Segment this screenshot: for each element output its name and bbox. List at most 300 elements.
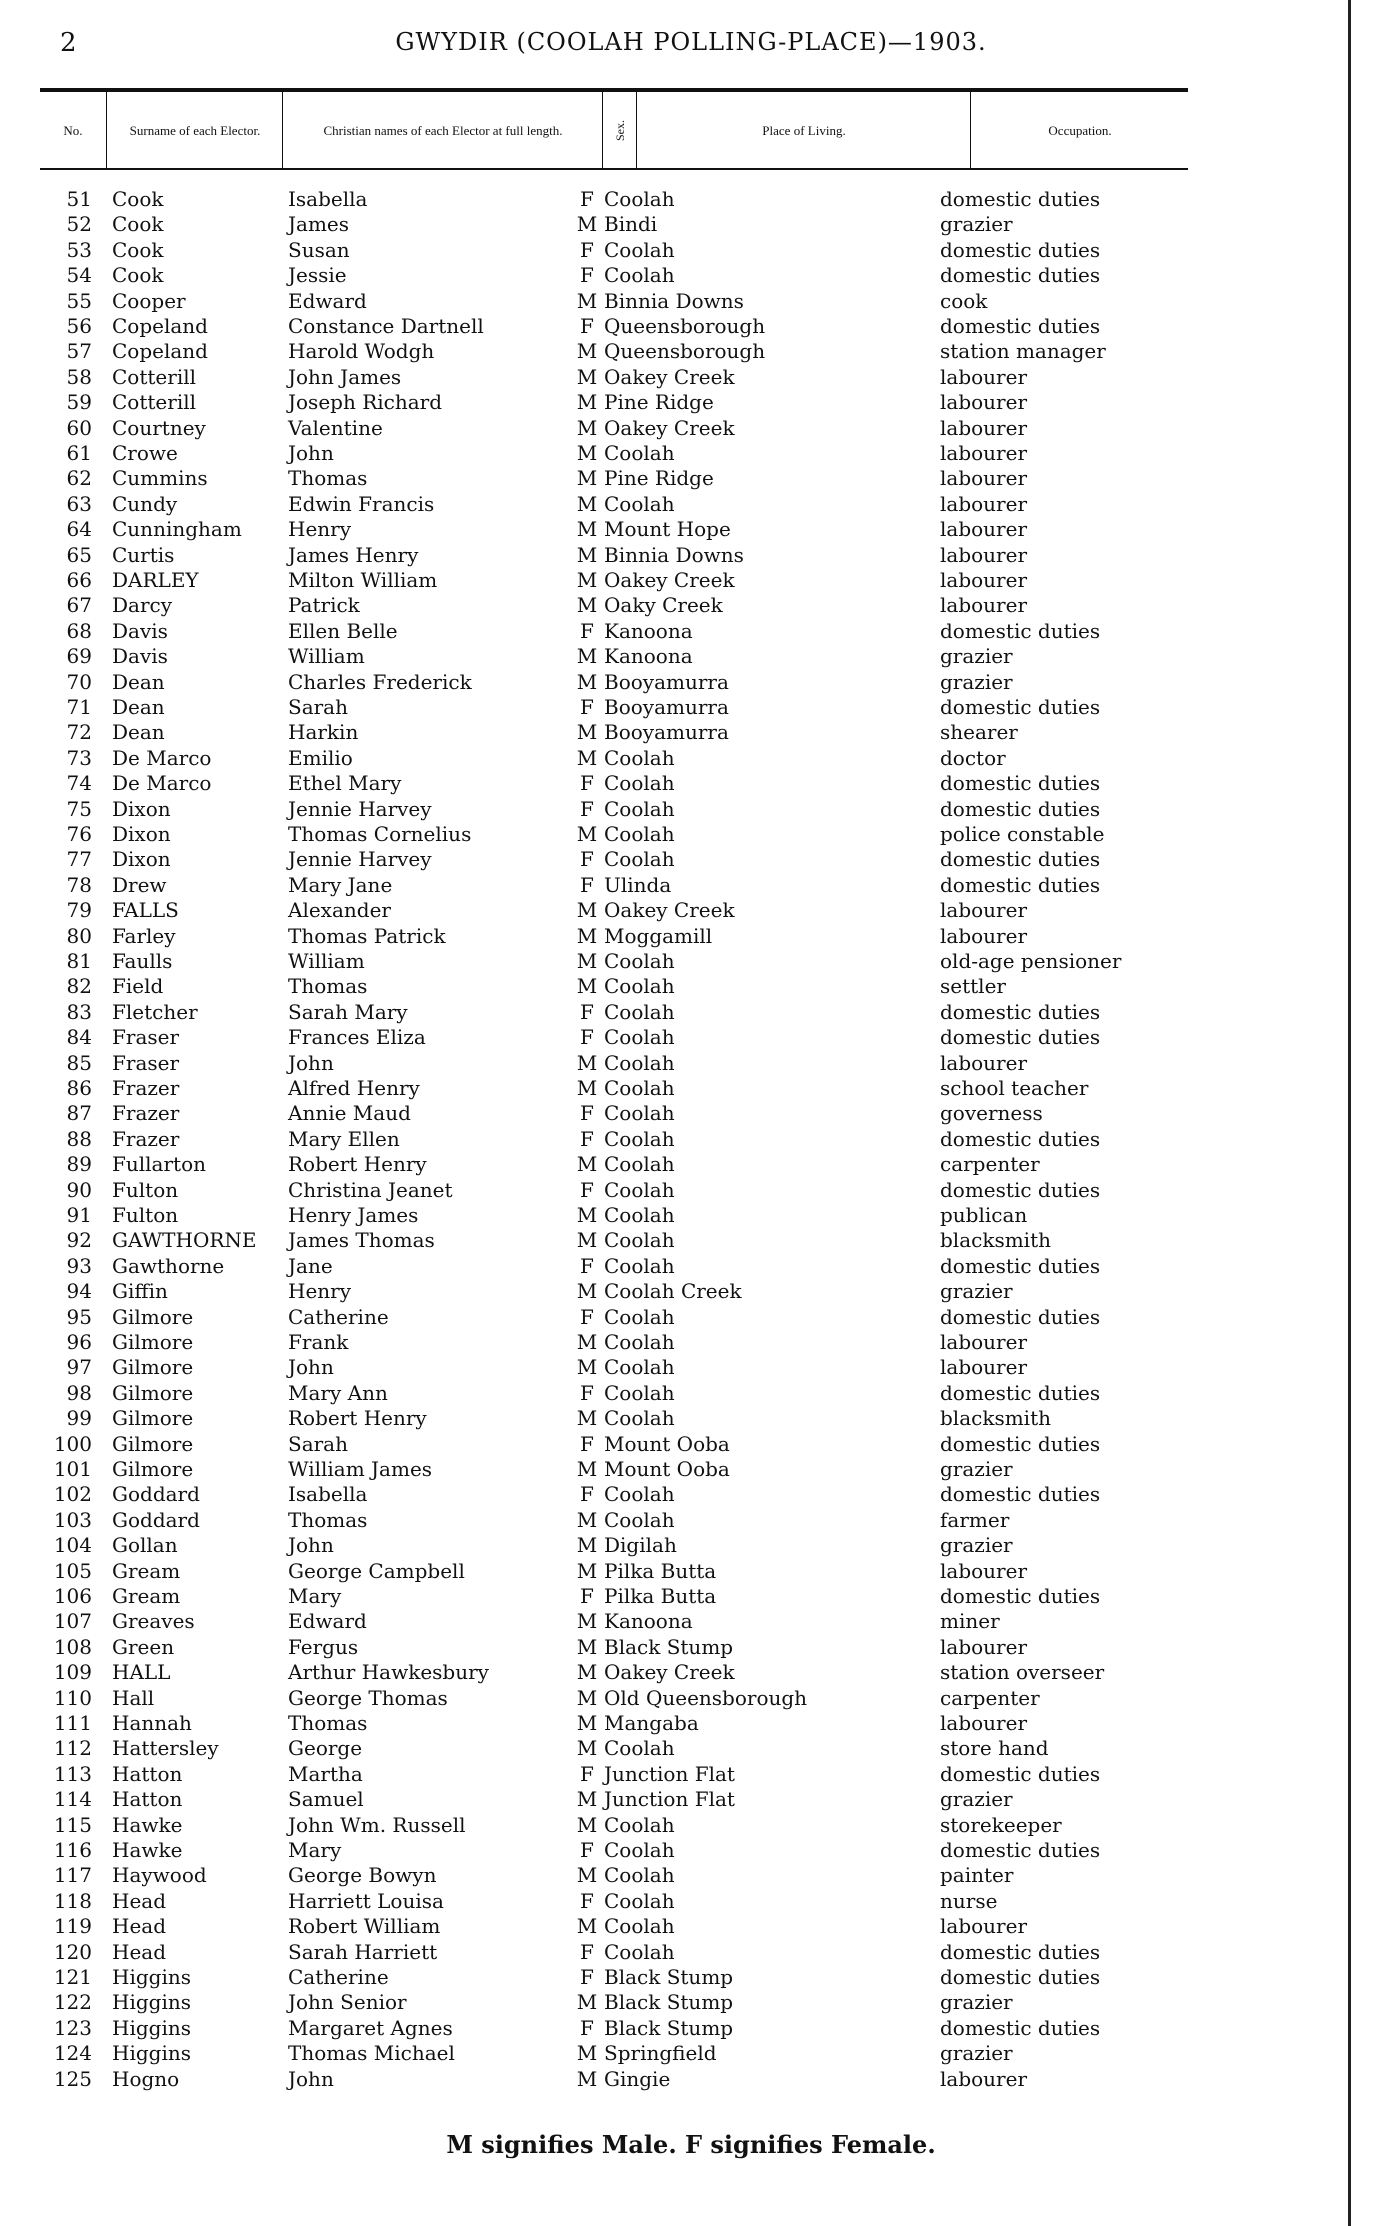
elector-christian-names: James	[288, 212, 350, 237]
elector-christian-names: Charles Frederick	[288, 669, 472, 694]
elector-place: Oakey Creek	[604, 1660, 735, 1685]
elector-occupation: domestic duties	[940, 1584, 1101, 1608]
elector-sex: M	[576, 1355, 598, 1380]
elector-surname: Curtis	[112, 542, 175, 567]
table-row	[0, 1787, 1382, 1812]
elector-christian-names: John	[288, 2066, 334, 2091]
elector-surname: Goddard	[112, 1482, 200, 1507]
table-row	[0, 1203, 1382, 1228]
elector-surname: Cundy	[112, 491, 178, 516]
elector-occupation: labourer	[940, 466, 1028, 491]
table-row	[0, 1076, 1382, 1101]
elector-number: 67	[66, 593, 92, 618]
elector-sex: M	[576, 745, 598, 770]
table-row	[0, 1813, 1382, 1838]
elector-occupation: labourer	[940, 923, 1028, 948]
elector-occupation: domestic duties	[940, 314, 1101, 338]
table-row	[0, 771, 1382, 796]
elector-sex: M	[576, 1609, 598, 1634]
elector-christian-names: Edward	[288, 288, 367, 313]
elector-surname: Gilmore	[112, 1304, 194, 1329]
table-row	[0, 873, 1382, 898]
elector-surname: Head	[112, 1914, 167, 1939]
elector-number: 124	[53, 2041, 92, 2066]
elector-surname: Field	[112, 974, 164, 999]
elector-surname: Hawke	[112, 1812, 183, 1837]
elector-number: 89	[66, 1152, 92, 1177]
elector-sex: M	[576, 1076, 598, 1100]
elector-surname: Gollan	[112, 1533, 178, 1558]
elector-occupation: domestic duties	[940, 618, 1101, 643]
elector-sex: F	[580, 1177, 594, 1202]
table-row	[0, 1432, 1382, 1457]
elector-christian-names: Mary Ellen	[288, 1126, 400, 1151]
elector-number: 61	[66, 441, 92, 465]
table-row	[0, 1457, 1382, 1482]
elector-surname: Gream	[112, 1558, 181, 1583]
elector-surname: Drew	[112, 872, 167, 897]
elector-occupation: old-age pensioner	[940, 949, 1122, 973]
elector-number: 83	[66, 999, 92, 1024]
elector-place: Oakey Creek	[604, 898, 735, 923]
elector-occupation: governess	[940, 1101, 1043, 1126]
elector-occupation: labourer	[940, 364, 1028, 389]
elector-occupation: domestic duties	[940, 847, 1101, 872]
elector-christian-names: George Campbell	[288, 1558, 465, 1583]
elector-occupation: carpenter	[940, 1152, 1040, 1177]
elector-place: Ulinda	[604, 872, 672, 897]
elector-place: Mount Ooba	[604, 1431, 730, 1456]
elector-occupation: labourer	[940, 441, 1028, 465]
table-row	[0, 1228, 1382, 1253]
elector-number: 78	[66, 872, 92, 897]
elector-occupation: labourer	[940, 1558, 1028, 1583]
elector-occupation: domestic duties	[940, 796, 1101, 821]
elector-christian-names: Sarah	[288, 695, 348, 719]
elector-sex: M	[576, 517, 598, 542]
elector-occupation: labourer	[940, 1711, 1028, 1735]
elector-place: Coolah	[604, 1253, 675, 1278]
elector-occupation: police constable	[940, 822, 1105, 846]
elector-occupation: settler	[940, 974, 1006, 999]
elector-christian-names: Christina Jeanet	[288, 1177, 453, 1202]
elector-number: 62	[66, 466, 92, 491]
table-row	[0, 1127, 1382, 1152]
elector-surname: Cotterill	[112, 364, 197, 389]
elector-surname: Cunningham	[112, 517, 242, 542]
elector-christian-names: Fergus	[288, 1634, 359, 1659]
elector-sex: F	[580, 1025, 594, 1050]
elector-christian-names: Thomas	[288, 466, 368, 491]
table-row	[0, 746, 1382, 771]
elector-place: Pine Ridge	[604, 390, 714, 415]
elector-sex: M	[576, 923, 598, 948]
elector-surname: Dean	[112, 669, 165, 694]
elector-surname: Dixon	[112, 847, 171, 872]
elector-place: Black Stump	[604, 2015, 734, 2040]
elector-number: 109	[53, 1660, 92, 1685]
elector-occupation: domestic duties	[940, 237, 1101, 262]
elector-sex: M	[576, 1660, 598, 1685]
elector-occupation: domestic duties	[940, 1304, 1101, 1329]
elector-surname: Dixon	[112, 796, 171, 821]
elector-sex: F	[580, 1838, 594, 1862]
elector-occupation: grazier	[940, 2041, 1013, 2066]
elector-christian-names: George Bowyn	[288, 1863, 437, 1888]
elector-sex: F	[580, 1126, 594, 1151]
elector-christian-names: Robert William	[288, 1914, 441, 1939]
elector-occupation: domestic duties	[940, 872, 1101, 897]
elector-occupation: grazier	[940, 1533, 1013, 1558]
elector-sex: M	[576, 822, 598, 846]
elector-surname: Hatton	[112, 1761, 183, 1786]
elector-sex: M	[576, 1406, 598, 1431]
elector-place: Coolah	[604, 1228, 675, 1253]
elector-sex: M	[576, 542, 598, 567]
elector-number: 117	[53, 1863, 92, 1888]
elector-occupation: domestic duties	[940, 187, 1101, 211]
elector-number: 116	[53, 1838, 92, 1862]
elector-place: Pine Ridge	[604, 466, 714, 491]
elector-sex: M	[576, 1812, 598, 1837]
elector-sex: F	[580, 872, 594, 897]
elector-surname: Haywood	[112, 1863, 207, 1888]
elector-sex: M	[576, 1279, 598, 1304]
elector-sex: M	[576, 415, 598, 440]
table-row	[0, 1584, 1382, 1609]
table-row	[0, 568, 1382, 593]
table-row	[0, 187, 1382, 212]
table-row	[0, 670, 1382, 695]
elector-place: Coolah	[604, 1177, 675, 1202]
elector-christian-names: Arthur Hawkesbury	[288, 1660, 489, 1685]
table-row	[0, 441, 1382, 466]
elector-place: Oakey Creek	[604, 364, 735, 389]
elector-christian-names: Mary Ann	[288, 1380, 388, 1405]
elector-occupation: farmer	[940, 1507, 1010, 1532]
elector-christian-names: Jane	[288, 1253, 333, 1278]
elector-christian-names: Mary	[288, 1838, 342, 1862]
elector-occupation: shearer	[940, 720, 1018, 745]
elector-christian-names: Edwin Francis	[288, 491, 435, 516]
elector-occupation: cook	[940, 288, 988, 313]
elector-number: 90	[66, 1177, 92, 1202]
elector-place: Oakey Creek	[604, 568, 735, 592]
elector-place: Coolah	[604, 1939, 675, 1964]
elector-number: 123	[53, 2015, 92, 2040]
elector-surname: Higgins	[112, 2041, 191, 2066]
elector-sex: M	[576, 949, 598, 973]
table-row	[0, 1152, 1382, 1177]
elector-christian-names: John Wm. Russell	[288, 1812, 466, 1837]
elector-number: 115	[53, 1812, 92, 1837]
elector-christian-names: Harriett Louisa	[288, 1888, 444, 1913]
elector-christian-names: Catherine	[288, 1965, 389, 1989]
table-row	[0, 1178, 1382, 1203]
elector-christian-names: Harold Wodgh	[288, 339, 435, 364]
elector-place: Kanoona	[604, 1609, 693, 1634]
elector-surname: Cotterill	[112, 390, 197, 415]
footnote: M signifies Male. F signifies Female.	[446, 2130, 936, 2159]
elector-place: Coolah	[604, 441, 675, 465]
elector-place: Booyamurra	[604, 669, 729, 694]
elector-sex: M	[576, 1787, 598, 1812]
elector-number: 87	[66, 1101, 92, 1126]
elector-place: Digilah	[604, 1533, 677, 1558]
elector-sex: F	[580, 1380, 594, 1405]
elector-number: 53	[66, 237, 92, 262]
elector-place: Coolah	[604, 822, 675, 846]
elector-surname: Cummins	[112, 466, 208, 491]
elector-occupation: grazier	[940, 1787, 1013, 1812]
elector-place: Kanoona	[604, 618, 693, 643]
elector-christian-names: Ethel Mary	[288, 771, 402, 796]
elector-surname: Darcy	[112, 593, 173, 618]
elector-number: 111	[53, 1711, 92, 1735]
elector-sex: F	[580, 314, 594, 338]
elector-place: Coolah	[604, 847, 675, 872]
elector-surname: Cook	[112, 187, 164, 211]
elector-christian-names: Isabella	[288, 1482, 368, 1507]
elector-christian-names: Ellen Belle	[288, 618, 398, 643]
elector-occupation: domestic duties	[940, 1482, 1101, 1507]
elector-surname: Frazer	[112, 1126, 180, 1151]
elector-sex: F	[580, 771, 594, 796]
elector-christian-names: George	[288, 1736, 363, 1761]
elector-christian-names: Henry James	[288, 1203, 419, 1227]
elector-christian-names: Susan	[288, 237, 350, 262]
elector-place: Black Stump	[604, 1634, 734, 1659]
table-row	[0, 339, 1382, 364]
elector-occupation: grazier	[940, 669, 1013, 694]
elector-surname: Dean	[112, 695, 165, 719]
elector-number: 73	[66, 745, 92, 770]
table-row	[0, 1381, 1382, 1406]
elector-occupation: labourer	[940, 1050, 1028, 1075]
elector-sex: M	[576, 2066, 598, 2091]
table-row	[0, 492, 1382, 517]
elector-number: 86	[66, 1076, 92, 1100]
elector-sex: M	[576, 644, 598, 669]
table-row	[0, 1990, 1382, 2015]
elector-occupation: blacksmith	[940, 1406, 1051, 1431]
elector-occupation: domestic duties	[940, 771, 1101, 796]
elector-surname: Fraser	[112, 1050, 180, 1075]
elector-place: Pilka Butta	[604, 1558, 717, 1583]
elector-christian-names: John	[288, 1355, 334, 1380]
table-row	[0, 1965, 1382, 1990]
elector-sex: M	[576, 1228, 598, 1253]
elector-number: 82	[66, 974, 92, 999]
table-row	[0, 949, 1382, 974]
elector-sex: M	[576, 491, 598, 516]
elector-christian-names: Frances Eliza	[288, 1025, 426, 1050]
elector-surname: Farley	[112, 923, 176, 948]
elector-christian-names: George Thomas	[288, 1685, 448, 1710]
elector-surname: Cooper	[112, 288, 186, 313]
elector-sex: F	[580, 1761, 594, 1786]
table-row	[0, 1686, 1382, 1711]
elector-christian-names: James Henry	[288, 542, 419, 567]
table-row	[0, 593, 1382, 618]
elector-number: 71	[66, 695, 92, 719]
elector-occupation: domestic duties	[940, 1253, 1101, 1278]
elector-place: Black Stump	[604, 1990, 734, 2015]
elector-number: 91	[66, 1203, 92, 1227]
elector-surname: Gilmore	[112, 1355, 194, 1380]
elector-sex: M	[576, 974, 598, 999]
elector-christian-names: Constance Dartnell	[288, 314, 484, 338]
elector-surname: Cook	[112, 263, 164, 288]
elector-place: Coolah	[604, 1304, 675, 1329]
table-row	[0, 1660, 1382, 1685]
elector-christian-names: James Thomas	[288, 1228, 435, 1253]
elector-number: 106	[53, 1584, 92, 1608]
elector-sex: M	[576, 1863, 598, 1888]
elector-surname: Cook	[112, 212, 164, 237]
elector-occupation: miner	[940, 1609, 1000, 1634]
elector-occupation: domestic duties	[940, 1761, 1101, 1786]
elector-number: 84	[66, 1025, 92, 1050]
elector-sex: M	[576, 1711, 598, 1735]
elector-number: 121	[53, 1965, 92, 1989]
elector-surname: Gilmore	[112, 1406, 194, 1431]
elector-occupation: grazier	[940, 1457, 1013, 1481]
elector-number: 94	[66, 1279, 92, 1304]
elector-place: Coolah Creek	[604, 1279, 742, 1304]
elector-occupation: labourer	[940, 491, 1028, 516]
elector-number: 72	[66, 720, 92, 745]
elector-number: 64	[66, 517, 92, 542]
elector-occupation: store hand	[940, 1736, 1049, 1761]
elector-occupation: station overseer	[940, 1660, 1105, 1685]
elector-surname: Davis	[112, 618, 168, 643]
table-row	[0, 390, 1382, 415]
elector-place: Coolah	[604, 1482, 675, 1507]
elector-place: Coolah	[604, 999, 675, 1024]
elector-occupation: domestic duties	[940, 1025, 1101, 1050]
elector-occupation: labourer	[940, 542, 1028, 567]
elector-number: 96	[66, 1330, 92, 1354]
table-row	[0, 1609, 1382, 1634]
elector-sex: M	[576, 1050, 598, 1075]
table-row	[0, 466, 1382, 491]
elector-number: 74	[66, 771, 92, 796]
elector-number: 119	[53, 1914, 92, 1939]
elector-sex: M	[576, 1457, 598, 1481]
elector-surname: Gream	[112, 1584, 181, 1608]
elector-sex: M	[576, 288, 598, 313]
elector-occupation: school teacher	[940, 1076, 1089, 1100]
elector-surname: Hawke	[112, 1838, 183, 1862]
elector-christian-names: Thomas	[288, 974, 368, 999]
table-row	[0, 1330, 1382, 1355]
elector-sex: F	[580, 1431, 594, 1456]
table-row	[0, 1889, 1382, 1914]
table-row	[0, 289, 1382, 314]
elector-sex: M	[576, 1914, 598, 1939]
elector-number: 108	[53, 1634, 92, 1659]
elector-place: Oaky Creek	[604, 593, 723, 618]
elector-place: Coolah	[604, 1025, 675, 1050]
elector-christian-names: William	[288, 949, 365, 973]
header-no: No.	[63, 122, 83, 138]
elector-place: Springfield	[604, 2041, 717, 2066]
elector-surname: DARLEY	[112, 568, 199, 592]
elector-place: Coolah	[604, 1507, 675, 1532]
elector-number: 101	[53, 1457, 92, 1481]
elector-number: 77	[66, 847, 92, 872]
header-sex-label: Sex.	[612, 119, 627, 141]
elector-place: Coolah	[604, 974, 675, 999]
elector-sex: F	[580, 796, 594, 821]
elector-christian-names: Isabella	[288, 187, 368, 211]
table-row	[0, 974, 1382, 999]
elector-sex: M	[576, 1558, 598, 1583]
elector-christian-names: William	[288, 644, 365, 669]
elector-number: 97	[66, 1355, 92, 1380]
elector-christian-names: Margaret Agnes	[288, 2015, 453, 2040]
elector-number: 120	[53, 1939, 92, 1964]
elector-surname: Fulton	[112, 1203, 179, 1227]
table-row	[0, 1000, 1382, 1025]
elector-place: Binnia Downs	[604, 542, 744, 567]
elector-christian-names: Sarah Mary	[288, 999, 408, 1024]
elector-surname: Copeland	[112, 339, 208, 364]
table-row	[0, 1533, 1382, 1558]
elector-occupation: labourer	[940, 593, 1028, 618]
elector-surname: Davis	[112, 644, 168, 669]
elector-christian-names: Mary	[288, 1584, 342, 1608]
elector-sex: M	[576, 1533, 598, 1558]
elector-occupation: blacksmith	[940, 1228, 1051, 1253]
table-row	[0, 1736, 1382, 1761]
elector-surname: Fletcher	[112, 999, 198, 1024]
elector-surname: Faulls	[112, 949, 173, 973]
elector-occupation: labourer	[940, 1330, 1028, 1354]
table-row	[0, 1508, 1382, 1533]
elector-surname: Gilmore	[112, 1431, 194, 1456]
elector-number: 79	[66, 898, 92, 923]
elector-sex: M	[576, 339, 598, 364]
elector-occupation: domestic duties	[940, 2015, 1101, 2040]
elector-surname: Hatton	[112, 1787, 183, 1812]
header-place: Place of Living.	[636, 92, 971, 168]
elector-number: 85	[66, 1050, 92, 1075]
table-row	[0, 2041, 1382, 2066]
elector-number: 80	[66, 923, 92, 948]
elector-christian-names: Robert Henry	[288, 1406, 427, 1431]
table-row	[0, 1254, 1382, 1279]
elector-number: 88	[66, 1126, 92, 1151]
elector-place: Coolah	[604, 1914, 675, 1939]
table-row	[0, 1305, 1382, 1330]
elector-sex: F	[580, 2015, 594, 2040]
elector-sex: F	[580, 187, 594, 211]
elector-surname: Gilmore	[112, 1380, 194, 1405]
elector-surname: Crowe	[112, 441, 178, 465]
elector-place: Mount Hope	[604, 517, 731, 542]
table-row	[0, 263, 1382, 288]
elector-number: 68	[66, 618, 92, 643]
elector-number: 104	[53, 1533, 92, 1558]
elector-place: Moggamill	[604, 923, 713, 948]
elector-sex: M	[576, 568, 598, 592]
elector-surname: Hall	[112, 1685, 155, 1710]
elector-occupation: labourer	[940, 517, 1028, 542]
elector-christian-names: Jessie	[288, 263, 347, 288]
elector-sex: M	[576, 1507, 598, 1532]
